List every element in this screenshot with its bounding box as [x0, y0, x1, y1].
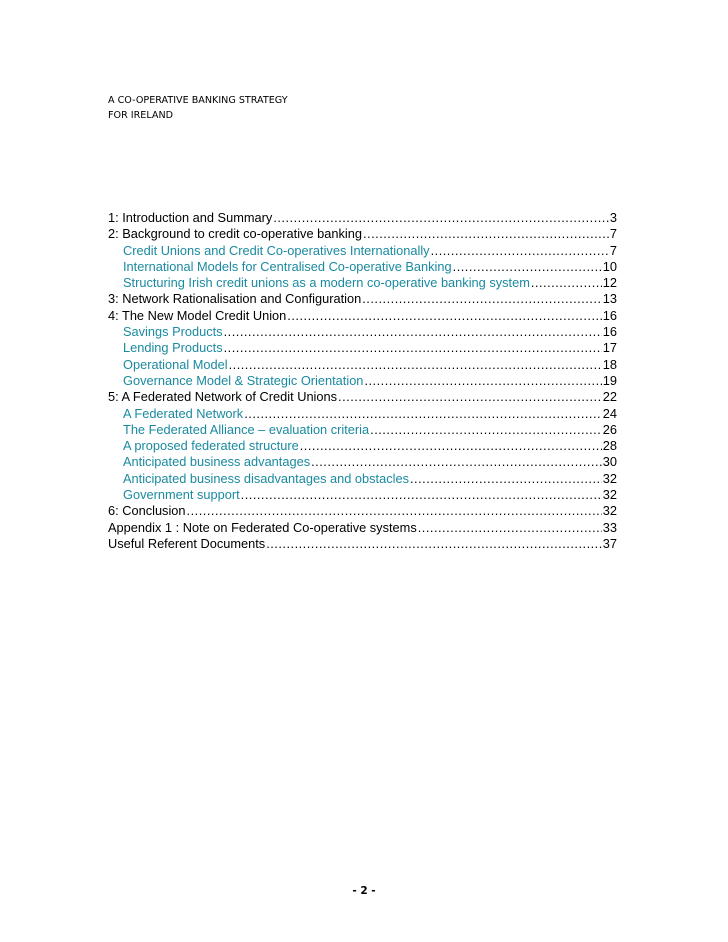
toc-page-number: 26 [602, 421, 617, 437]
toc-page-number: 16 [602, 307, 617, 323]
toc-dot-leader [287, 308, 601, 324]
toc-entry-label[interactable]: 1: Introduction and Summary [108, 210, 273, 225]
toc-entry-label[interactable]: Lending Products [123, 340, 223, 356]
toc-entry-label[interactable]: 5: A Federated Network of Credit Unions [108, 389, 338, 405]
toc-dot-leader [370, 422, 602, 438]
toc-page-number: 13 [602, 291, 617, 307]
document-title-line-2: FOR IRELAND [108, 110, 174, 121]
toc-entry[interactable] [108, 291, 617, 307]
toc-entry-label[interactable]: 6: Conclusion [108, 503, 186, 519]
toc-page-number: 24 [602, 405, 617, 421]
toc-subentry[interactable] [108, 324, 617, 340]
toc-entry[interactable] [108, 389, 617, 405]
document-title [108, 93, 288, 123]
page-number: - 2 - [352, 885, 376, 897]
toc-page-number: 10 [602, 258, 617, 274]
document-title-line-1: A CO-OPERATIVE BANKING STRATEGY [108, 95, 288, 106]
toc-dot-leader [418, 520, 602, 536]
toc-entry-label[interactable]: 3: Network Rationalisation and Configuration [108, 291, 362, 307]
toc-entry[interactable] [108, 536, 617, 552]
toc-page-number: 30 [602, 454, 617, 470]
toc-dot-leader [241, 487, 602, 503]
toc-dot-leader [364, 373, 601, 389]
toc-subentry[interactable] [108, 243, 617, 259]
toc-entry-label[interactable]: Governance Model & Strategic Orientation [123, 372, 364, 388]
toc-entry-label[interactable]: International Models for Centralised Co-operative Banking [123, 258, 452, 274]
toc-page-number: 32 [602, 487, 617, 503]
toc-entry[interactable] [108, 226, 617, 242]
toc-subentry[interactable] [108, 373, 617, 389]
toc-entry[interactable] [108, 308, 617, 324]
toc-subentry[interactable] [108, 340, 617, 356]
toc-page-number: 7 [609, 226, 617, 242]
table-of-contents [108, 210, 617, 552]
toc-dot-leader [311, 454, 602, 470]
toc-dot-leader [431, 243, 609, 259]
toc-dot-leader [273, 210, 609, 226]
toc-page-number: 28 [602, 438, 617, 454]
toc-page-number: 3 [609, 210, 617, 225]
toc-subentry[interactable] [108, 471, 617, 487]
toc-subentry[interactable] [108, 438, 617, 454]
toc-entry-label[interactable]: The Federated Alliance – evaluation criteria [123, 421, 370, 437]
toc-page-number: 17 [602, 340, 617, 356]
toc-dot-leader [300, 438, 602, 454]
toc-page-number: 33 [602, 519, 617, 535]
toc-entry-label[interactable]: 2: Background to credit co-operative banking [108, 226, 362, 242]
toc-dot-leader [453, 259, 602, 275]
toc-subentry[interactable] [108, 357, 617, 373]
toc-dot-leader [410, 471, 602, 487]
toc-dot-leader [363, 226, 609, 242]
toc-entry-label[interactable]: A Federated Network [123, 405, 244, 421]
toc-entry-label[interactable]: Government support [123, 487, 240, 503]
toc-subentry[interactable] [108, 259, 617, 275]
toc-dot-leader [531, 275, 602, 291]
toc-entry-label[interactable]: Useful Referent Documents [108, 535, 266, 551]
toc-page-number: 22 [602, 389, 617, 405]
toc-subentry[interactable] [108, 487, 617, 503]
toc-dot-leader [224, 324, 602, 340]
toc-subentry[interactable] [108, 275, 617, 291]
toc-entry-label[interactable]: Anticipated business advantages [123, 454, 311, 470]
toc-subentry[interactable] [108, 406, 617, 422]
toc-dot-leader [362, 291, 602, 307]
toc-entry-label[interactable]: Structuring Irish credit unions as a modern co-operative banking system [123, 275, 530, 291]
toc-entry[interactable] [108, 520, 617, 536]
toc-page-number: 19 [602, 372, 617, 388]
toc-entry[interactable] [108, 210, 617, 226]
toc-entry-label[interactable]: Appendix 1 : Note on Federated Co-operative systems [108, 519, 417, 535]
toc-dot-leader [224, 340, 602, 356]
toc-page-number: 37 [602, 535, 617, 551]
toc-entry-label[interactable]: A proposed federated structure [123, 438, 299, 454]
toc-page-number: 16 [602, 324, 617, 340]
toc-dot-leader [244, 406, 602, 422]
toc-entry-label[interactable]: Credit Unions and Credit Co-operatives Internationally [123, 242, 430, 258]
toc-dot-leader [187, 503, 602, 519]
toc-dot-leader [338, 389, 602, 405]
toc-subentry[interactable] [108, 454, 617, 470]
toc-page-number: 12 [602, 275, 617, 291]
toc-subentry[interactable] [108, 422, 617, 438]
toc-entry[interactable] [108, 503, 617, 519]
toc-entry-label[interactable]: Operational Model [123, 356, 228, 372]
toc-entry-label[interactable]: 4: The New Model Credit Union [108, 307, 287, 323]
toc-page-number: 32 [602, 503, 617, 519]
toc-page-number: 32 [602, 470, 617, 486]
toc-dot-leader [229, 357, 602, 373]
toc-entry-label[interactable]: Anticipated business disadvantages and obstacles [123, 470, 409, 486]
toc-entry-label[interactable]: Savings Products [123, 324, 223, 340]
toc-page-number: 18 [602, 356, 617, 372]
toc-dot-leader [266, 536, 602, 552]
toc-page-number: 7 [609, 242, 617, 258]
